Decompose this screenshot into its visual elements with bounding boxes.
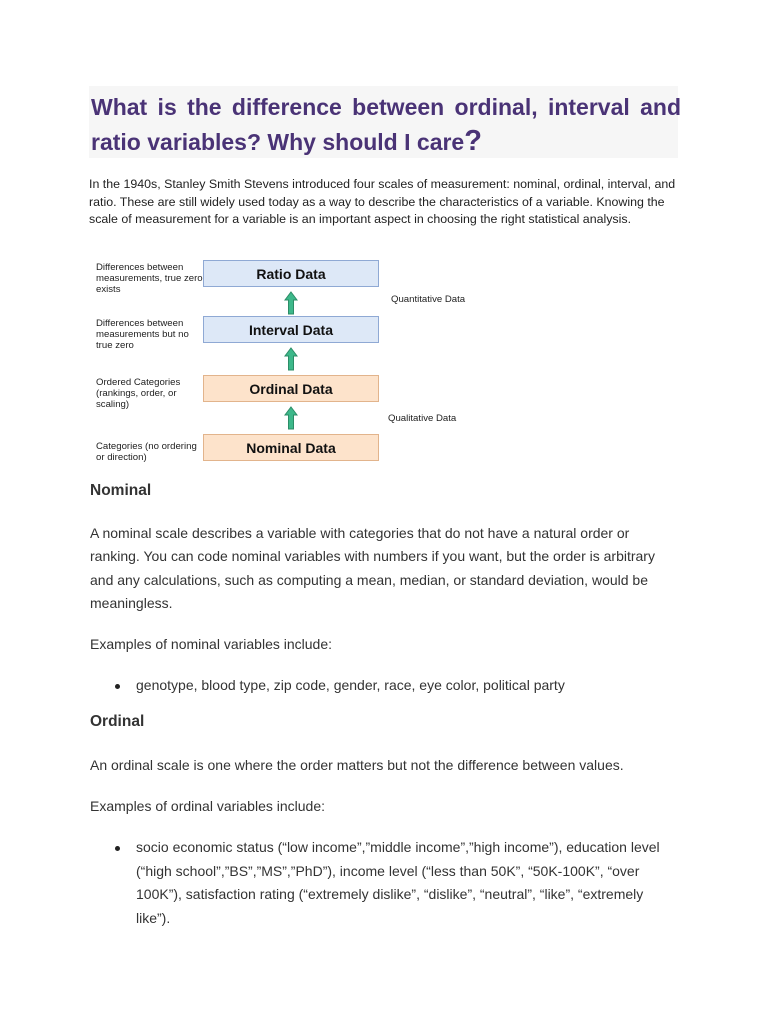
intro-paragraph: In the 1940s, Stanley Smith Stevens introduced four scales of measurement: nominal, ordinal, interval, and ratio. These are still widely used today as a way to describe the characteristics of a variable. Knowing the scale of measurement for a variable is an important aspect in choosing the right statistical analysis. [89,177,676,227]
arrow-up-icon [284,406,298,430]
ordinal-data-box: Ordinal Data [203,375,379,402]
title-text: What is the difference between ordinal, interval and ratio variables? Why should I care [91,94,681,155]
ordinal-description: Ordered Categories (rankings, order, or scaling) [96,377,181,410]
nominal-example-item: genotype, blood type, zip code, gender, race, eye color, political party [136,677,565,693]
nominal-data-box: Nominal Data [203,434,379,461]
interval-description: Differences between measurements but no true zero [96,318,189,351]
nominal-paragraph: A nominal scale describes a variable with categories that do not have a natural order or ranking. You can code nominal variables with numbers if you want, but the order is arbitrary and any calculations, such as computing a mean, median, or standard deviation, would be meaningless. [90,525,655,611]
measurement-scales-diagram [90,252,480,470]
ordinal-heading: Ordinal [90,713,145,730]
ratio-description: Differences between measurements, true zero exists [96,262,203,295]
ratio-data-box: Ratio Data [203,260,379,287]
ordinal-paragraph: An ordinal scale is one where the order matters but not the difference between values. [90,757,624,773]
page-title [91,90,681,159]
ordinal-example-item: socio economic status (“low income”,”middle income”,”high income”), education level (“high school”,”BS”,”MS”,”PhD”), income level (“less than 50K”, “50K-100K”, “over 100K”), satisfaction rating (“extremely dislike”, “dislike”, “neutral”, “like”, “extremely like”). [136,839,660,926]
nominal-examples-intro: Examples of nominal variables include: [90,636,333,652]
bullet-icon [115,846,120,851]
arrow-up-icon [284,347,298,371]
arrow-up-icon [284,291,298,315]
bullet-icon [115,684,120,689]
nominal-description: Categories (no ordering or direction) [96,441,197,463]
quantitative-data-label: Quantitative Data [391,294,466,305]
interval-data-box: Interval Data [203,316,379,343]
title-question-mark: ? [464,125,482,157]
nominal-heading: Nominal [90,482,152,499]
qualitative-data-label: Qualitative Data [388,413,457,424]
ordinal-examples-intro: Examples of ordinal variables include: [90,798,326,814]
